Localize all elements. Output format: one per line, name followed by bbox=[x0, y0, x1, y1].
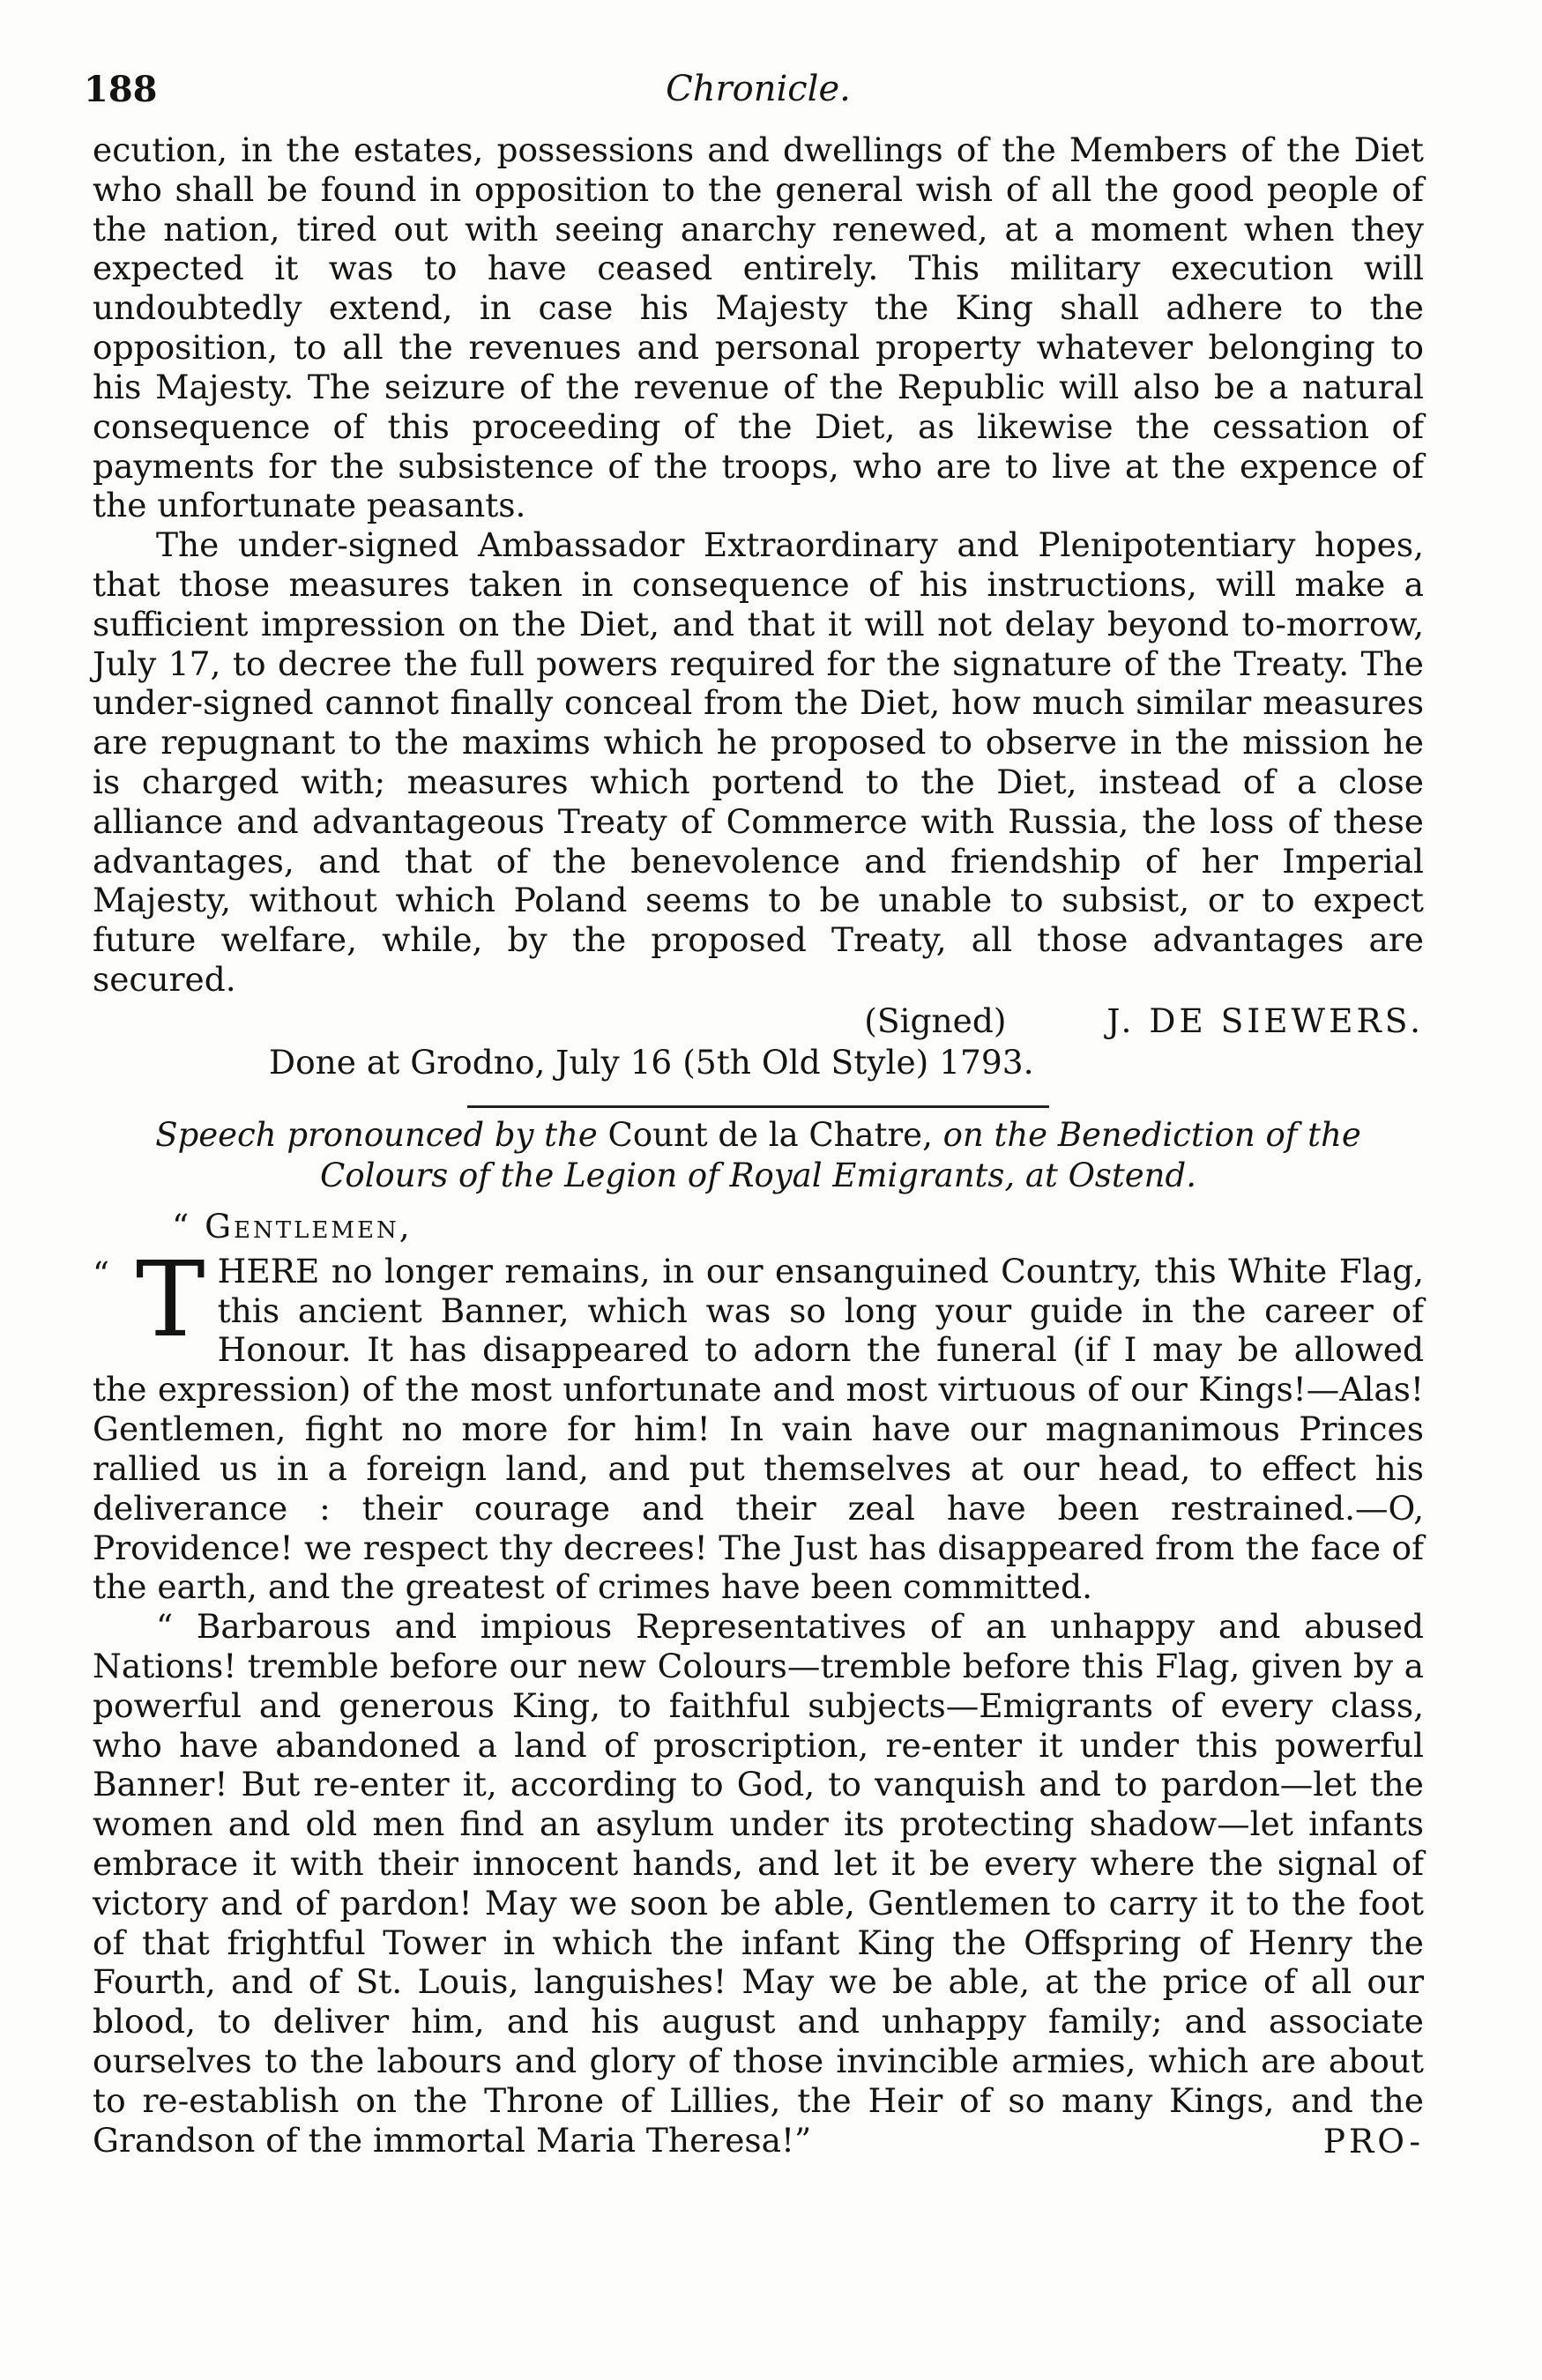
section-rule bbox=[467, 1105, 1049, 1108]
paragraph-continuation: ecution, in the estates, possessions and dwellings of the Members of the Diet who shall be found in opposition to the general wish of all the good people of the nation, tired out with seeing anarchy renewed, at a moment when they expected it was to have ceased entirely. This military execution will undoubtedly extend, in case his Majesty the King shall adhere to the opposition, to all the revenues and personal property whatever belonging to his Majesty. The seizure of the revenue of the Republic will also be a natural consequence of this proceeding of the Diet, as likewise the cessation of payments for the subsistence of the troops, who are to live at the expence of the unfortunate peasants. bbox=[93, 130, 1424, 525]
signatory-name: J. DE SIEWERS. bbox=[1106, 1000, 1424, 1040]
signature-line bbox=[93, 1001, 1424, 1041]
paragraph-speech-appeal: “ Barbarous and impious Representatives of an unhappy and abused Nations! tremble before our new Colours—tremble before this Flag, given by a powerful and generous King, to faithful subjects—Emigrants of every class, who have abandoned a land of proscription, re-enter it under this powerful Banner! But re-enter it, according to God, to vanquish and to pardon—let the women and old men find an asylum under its protecting shadow—let infants embrace it with their innocent hands, and let it be every where the signal of victory and of pardon! May we soon be able, Gentlemen to carry it to the foot of that frightful Tower in which the infant King the Offspring of Henry the Fourth, and of St. Louis, languishes! May we be able, at the price of all our blood, to deliver him, and his august and unhappy family; and associate ourselves to the labours and glory of those invincible armies, which are about to re-establish on the Throne of Lillies, the Heir of so many Kings, and the Grandson of the immortal Maria Theresa!” bbox=[93, 1607, 1424, 2160]
paragraph-speech-opening bbox=[93, 1238, 1424, 1607]
salutation: “ Gentlemen, bbox=[172, 1207, 413, 1246]
opening-quote-mark: “ bbox=[93, 1254, 109, 1293]
signed-label: (Signed) bbox=[864, 1000, 1007, 1040]
speech-heading bbox=[93, 1115, 1424, 1197]
heading-name: Count de la Chatre, bbox=[607, 1115, 933, 1154]
heading-part2: on the Benediction of the Colours of the Legion of Royal Emigrants, at Ostend. bbox=[320, 1115, 1361, 1194]
catchword: PRO- bbox=[1322, 2121, 1424, 2161]
drop-cap-letter: T bbox=[135, 1238, 205, 1360]
page-header bbox=[84, 69, 1433, 130]
page-body bbox=[93, 130, 1424, 2161]
dateline: Done at Grodno, July 16 (5th Old Style) 1793. bbox=[269, 1042, 1034, 1082]
page-number: 188 bbox=[84, 69, 158, 110]
speech-opening-text: HERE no longer remains, in our ensanguined Country, this White Flag, this ancient Banner, which was so long your guide in the career of Honour. It has disappeared to adorn the funeral (if I may be allowed the expression) of the most unfortunate and most virtuous of our Kings!—Alas! Gentlemen, fight no more for him! In vain have our magnanimous Princes rallied us in a foreign land, and put themselves at our head, to effect his deliverance : their courage and their zeal have been restrained.—O, Providence! we respect thy decrees! The Just has disappeared from the face of the earth, and the greatest of crimes have been committed. bbox=[93, 1251, 1424, 1607]
running-title: Chronicle. bbox=[666, 69, 851, 109]
paragraph-ambassador-note: The under-signed Ambassador Extraordinary and Plenipotentiary hopes, that those measures taken in consequence of his instructions, will make a sufficient impression on the Diet, and that it will not delay beyond to-morrow, July 17, to decree the full powers required for the signature of the Treaty. The under-signed cannot finally conceal from the Diet, how much similar measures are repugnant to the maxims which he proposed to observe in the mission he is charged with; measures which portend to the Diet, instead of a close alliance and advantageous Treaty of Commerce with Russia, the loss of these advantages, and that of the benevolence and friendship of her Imperial Majesty, without which Poland seems to be unable to subsist, or to expect future welfare, while, by the proposed Treaty, all those advantages are secured. bbox=[93, 525, 1424, 1000]
heading-part1: Speech pronounced by the bbox=[155, 1115, 598, 1154]
